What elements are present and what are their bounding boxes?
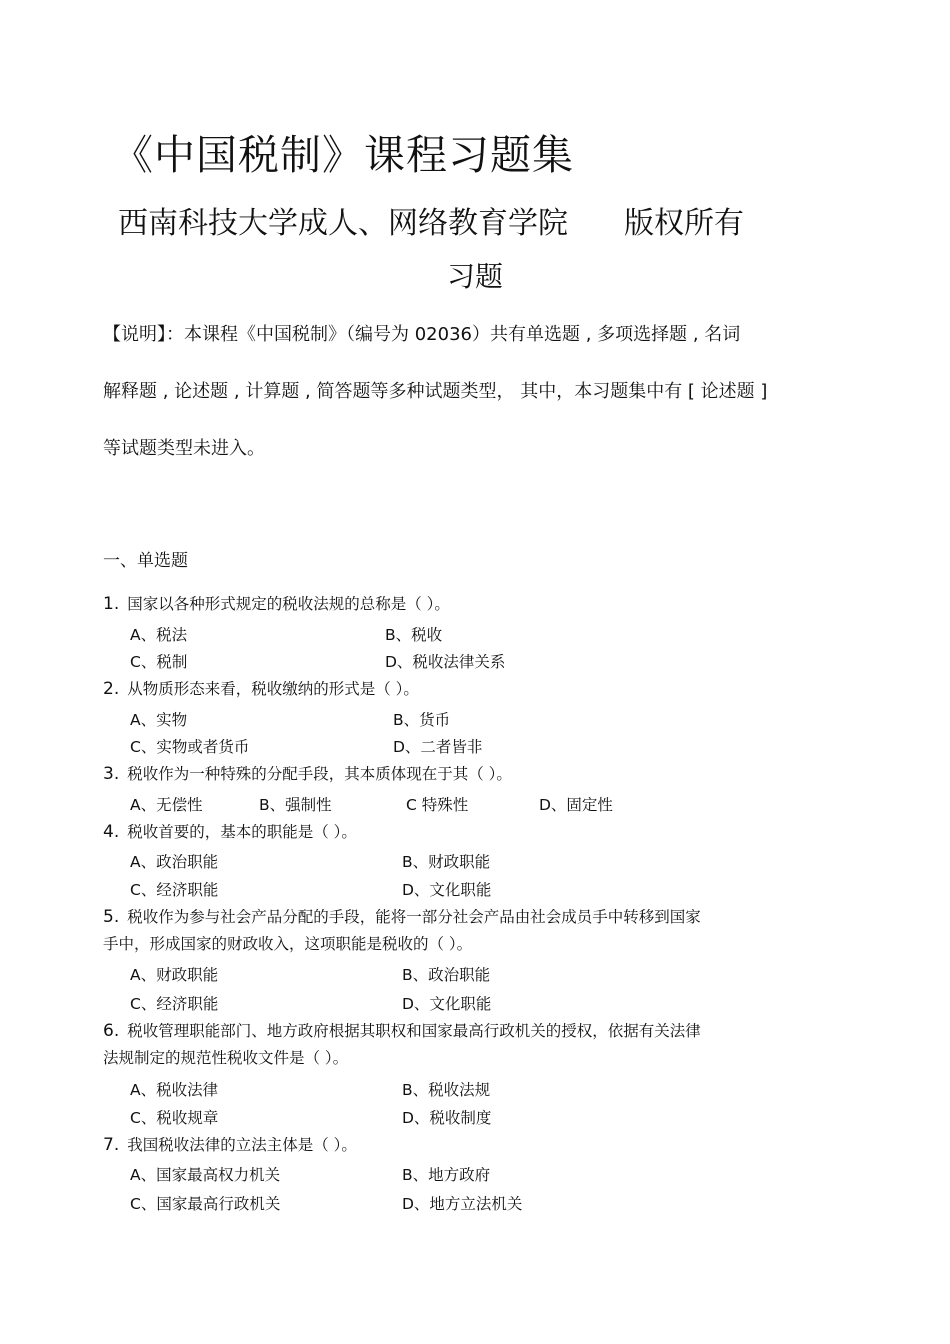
option-a: A、政治职能 (130, 853, 219, 871)
option-a: A、税收法律 (130, 1081, 219, 1099)
question-number: 3. (103, 764, 120, 784)
question-5-continued: 手中，形成国家的财政收入，这项职能是税收的（ ）。 (103, 935, 473, 953)
copyright-notice: 版权所有 (624, 206, 744, 241)
question-5 (103, 905, 701, 927)
option-d: D、文化职能 (402, 881, 492, 899)
document-title: 《中国税制》课程习题集 (112, 131, 574, 179)
option-b: B、地方政府 (402, 1166, 491, 1184)
option-a: A、税法 (130, 626, 188, 644)
option-d: D、固定性 (539, 796, 613, 814)
option-a: A、国家最高权力机关 (130, 1166, 281, 1184)
question-number: 6. (103, 1021, 120, 1041)
question-text: 国家以各种形式规定的税收法规的总称是（ ）。 (127, 595, 450, 613)
question-text: 我国税收法律的立法主体是（ ）。 (127, 1136, 357, 1154)
option-b: B、财政职能 (402, 853, 491, 871)
option-c: C、经济职能 (130, 881, 219, 899)
option-d: D、地方立法机关 (402, 1195, 523, 1213)
question-6 (103, 1019, 701, 1041)
intro-line-2: 解释题 , 论述题 , 计算题 , 简答题等多种试题类型， 其中，本习题集中有 [ 论述题 ] (103, 381, 768, 402)
question-6-continued: 法规制定的规范性税收文件是（ ）。 (103, 1049, 349, 1067)
question-2 (103, 677, 419, 699)
option-c: C、经济职能 (130, 995, 219, 1013)
section-heading: 习题 (446, 260, 503, 293)
option-a: A、实物 (130, 711, 188, 729)
question-3 (103, 762, 512, 784)
question-text: 税收管理职能部门、地方政府根据其职权和国家最高行政机关的授权，依据有关法律 (127, 1022, 701, 1040)
option-b: B、税收法规 (402, 1081, 491, 1099)
option-c: C、税收规章 (130, 1109, 219, 1127)
option-b: B、政治职能 (402, 966, 491, 984)
option-c: C 特殊性 (406, 796, 469, 814)
option-d: D、税收制度 (402, 1109, 492, 1127)
option-a: A、财政职能 (130, 966, 219, 984)
question-4 (103, 820, 357, 842)
document-subtitle (118, 198, 744, 242)
question-7 (103, 1133, 357, 1155)
option-a: A、无偿性 (130, 796, 203, 814)
option-b: B、货币 (393, 711, 451, 729)
option-d: D、税收法律关系 (385, 653, 506, 671)
question-text: 税收作为参与社会产品分配的手段，能将一部分社会产品由社会成员手中转移到国家 (127, 908, 701, 926)
single-choice-section-title: 一、单选题 (103, 551, 188, 571)
question-text: 税收作为一种特殊的分配手段，其本质体现在于其（ ）。 (127, 765, 512, 783)
question-1 (103, 592, 450, 614)
intro-line-3: 等试题类型未进入。 (103, 438, 265, 459)
option-b: B、强制性 (259, 796, 332, 814)
question-number: 1. (103, 594, 120, 614)
institution-name: 西南科技大学成人、网络教育学院 (118, 206, 568, 241)
option-d: D、文化职能 (402, 995, 492, 1013)
option-c: C、国家最高行政机关 (130, 1195, 281, 1213)
question-number: 5. (103, 907, 120, 927)
option-c: C、实物或者货币 (130, 738, 250, 756)
option-d: D、二者皆非 (393, 738, 483, 756)
question-number: 2. (103, 679, 120, 699)
question-text: 从物质形态来看，税收缴纳的形式是（ ）。 (127, 680, 419, 698)
option-c: C、税制 (130, 653, 188, 671)
option-b: B、税收 (385, 626, 443, 644)
question-text: 税收首要的，基本的职能是（ ）。 (127, 823, 357, 841)
question-number: 7. (103, 1135, 120, 1155)
question-number: 4. (103, 822, 120, 842)
intro-line-1: 【说明】：本课程《中国税制》（编号为 02036）共有单选题 , 多项选择题 , 名词 (103, 324, 741, 345)
